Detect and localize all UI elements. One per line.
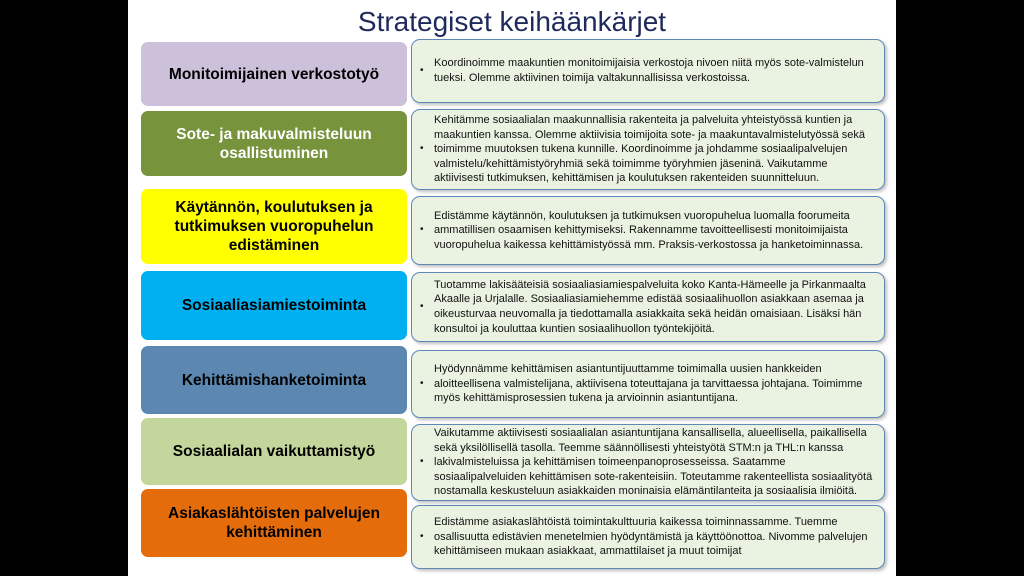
bullet-icon: • <box>420 300 424 312</box>
description-text: Edistämme käytännön, koulutuksen ja tutkimuksen vuoropuhelua luomalla foorumeita ammatillisen osaamisen kehittymiseksi. Rakennamme tavoitteellisesti monitoimijaista vuoropuhelua kaikessa kehittämistyössä mm. Praksis-verkostossa ja hanketoiminnassa. <box>434 209 864 251</box>
description-text: Tuotamme lakisääteisiä sosiaaliasiamiespalveluita koko Kanta-Hämeelle ja Pirkanmaalta Akaalle ja Urjalalle. Sosiaaliasiamiehemme edistää sosiaalihuollon asiakkaan asemaa ja oikeusturvaa neuvomalla ja tiedottamalla asiakkaita sekä heidän omaisiaan. Lisäksi hän konsultoi ja kouluttaa kuntien sosiaalihuollon työntekijöitä. <box>434 278 866 335</box>
slide-title: Strategiset keihäänkärjet <box>357 6 667 37</box>
label-text: Sote- ja makuvalmisteluun osallistuminen <box>176 125 372 162</box>
description-text: Kehitämme sosiaalialan maakunnallisia rakenteita ja palveluita yhteistyössä kuntien ja maakuntien kanssa. Olemme aktiivisia toimijoita sote- ja maakuntavalmistelutyössä sekä toimimme muutoksen tukena kunnille. Koordinoimme ja johdamme sosiaalipalvelujen valmistelu/kehittämistyöryhmiä sekä toimimme työryhmien jäseninä. Vaikutamme aktiivisesti tutkimuksen, kehittämisen ja koulutuksen rakenteiden suunnitteluun. <box>434 114 866 185</box>
label-text: Asiakaslähtöisten palvelujen kehittäminen <box>168 505 380 541</box>
description-text: Koordinoimme maakuntien monitoimijaisia verkostoja nivoen niitä myös sote-valmistelun tueksi. Olemme aktiivinen toimija valtakunnallisissa verkostoissa. <box>434 57 864 84</box>
description-sosiaaliasiamiestoiminta <box>411 272 885 342</box>
label-text: Käytännön, koulutuksen ja tutkimuksen vuoropuhelun edistäminen <box>174 199 374 254</box>
description-text: Vaikutamme aktiivisesti sosiaalialan asiantuntijana kansallisella, alueellisella, paikallisella sekä yksilöllisellä tasolla. Teemme säännöllisesti yhteistyötä STM:n ja THL:n kanssa lakivalmisteluissa ja kehittämisen toimeenpanoprosesseissa. Saatamme sosiaalipalveluiden kehittämisen sote-rakenteisiin. Toteutamme rakenteellista sosiaalityötä nostamalla keskusteluun asiakkaiden moninaisia elämäntilanteita ja sosiaalisia ilmiöitä. <box>434 427 873 498</box>
bullet-icon: • <box>420 530 424 542</box>
description-monitoimijainen-verkostotyo <box>411 39 885 103</box>
label-monitoimijainen-verkostotyo <box>141 42 407 106</box>
bullet-icon: • <box>420 224 424 236</box>
label-sosiaaliasiamiestoiminta <box>141 271 407 340</box>
label-text: Sosiaaliasiamiestoiminta <box>181 297 367 314</box>
bullet-icon: • <box>420 456 424 468</box>
label-text: Monitoimijainen verkostotyö <box>168 65 380 83</box>
description-asiakaslahtoisten-palvelujen <box>411 505 885 569</box>
label-text: Sosiaalialan vaikuttamistyö <box>172 443 376 460</box>
label-asiakaslahtoisten-palvelujen <box>141 489 407 557</box>
slide <box>128 0 896 576</box>
label-sosiaalialan-vaikuttamistyo <box>141 418 407 485</box>
description-text: Hyödynnämme kehittämisen asiantuntijuuttamme toimimalla uusien hankkeiden aloitteellisena valmistelijana, aktiivisena toteuttajana ja tarvittaessa johtajana. Toimimme myös kehittämisprosessien tukena ja arvioinnin asiantuntijana. <box>434 363 863 405</box>
bullet-icon: • <box>420 64 424 76</box>
description-sote-ja-makuvalmistelu <box>411 109 885 190</box>
label-sote-ja-makuvalmistelu <box>141 111 407 176</box>
description-text: Edistämme asiakaslähtöistä toimintakulttuuria kaikessa toiminnassamme. Tuemme osallisuutta edistävien menetelmien hyödyntämistä ja käyttöönottoa. Nivomme palvelujen kehittämiseen mukaan asiakkaat, ammattilaiset ja muut toimijat <box>434 516 868 558</box>
label-text: Kehittämishanketoiminta <box>181 371 367 389</box>
description-kaytannon-koulutuksen-tutkimuksen <box>411 196 885 265</box>
description-sosiaalialan-vaikuttamistyo <box>411 424 885 501</box>
description-kehittamishanketoiminta <box>411 350 885 418</box>
label-kaytannon-koulutuksen-tutkimuksen <box>141 189 407 264</box>
label-kehittamishanketoiminta <box>141 346 407 414</box>
bullet-icon: • <box>420 377 424 389</box>
bullet-icon: • <box>420 143 424 155</box>
